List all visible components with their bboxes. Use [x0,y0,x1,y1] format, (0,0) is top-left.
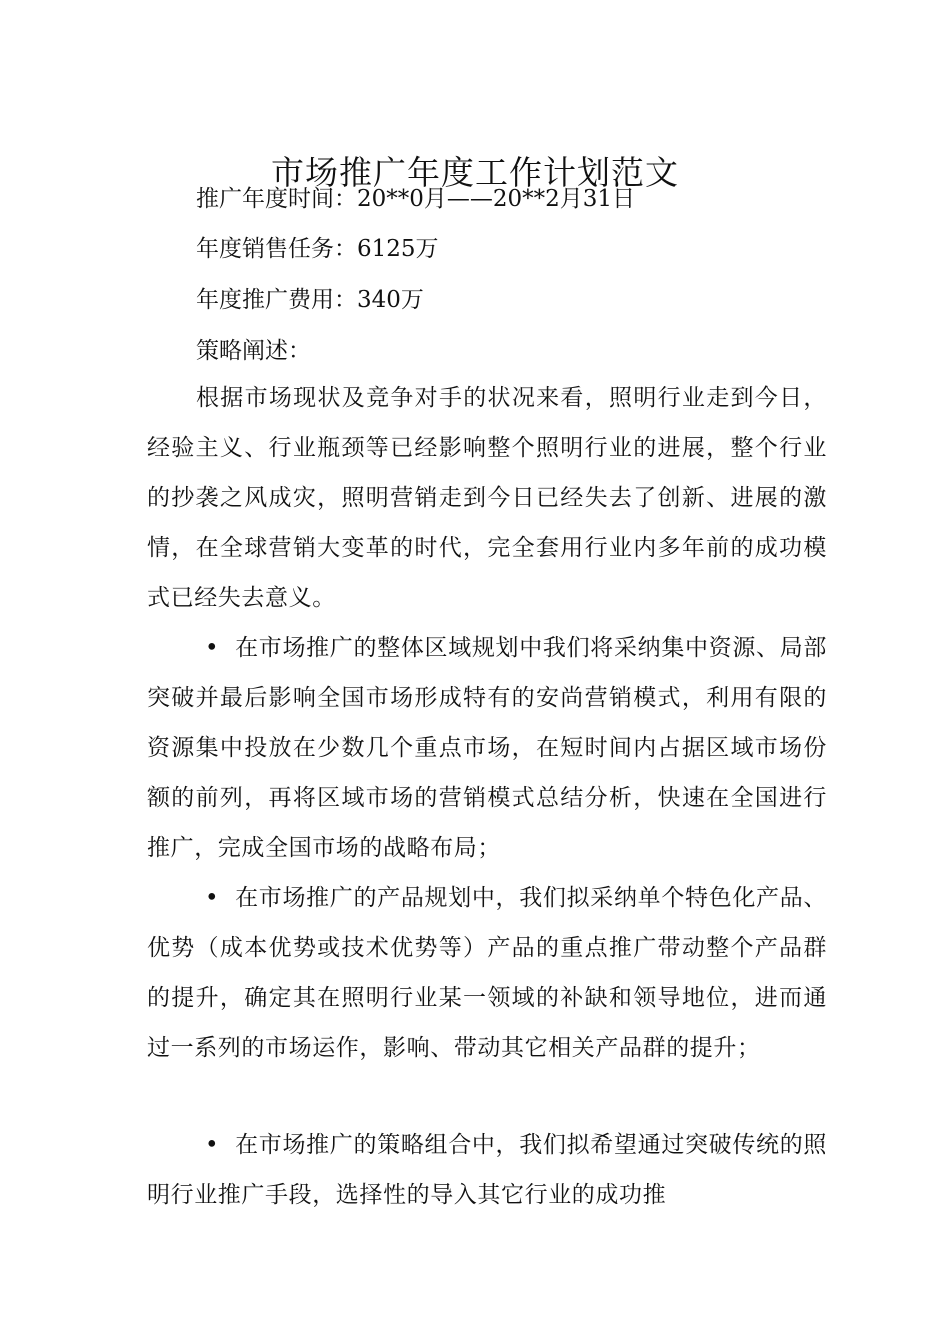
strategy-heading: 策略阐述： [196,338,311,364]
bullet-text: 在市场推广的整体区域规划中我们将采纳集中资源、局部突破并最后影响全国市场形成特有的安尚营销模式，利用有限的资源集中投放在少数几个重点市场，在短时间内占据区域市场份额的前列，再将区域市场的营销模式总结分析，快速在全国进行推广，完成全国市场的战略布局； [147,635,827,861]
bullet-text: 在市场推广的产品规划中，我们拟采纳单个特色化产品、优势（成本优势或技术优势等）产品的重点推广带动整个产品群的提升，确定其在照明行业某一领域的补缺和领导地位，进而通过一系列的市场运作，影响、带动其它相关产品群的提升； [147,885,827,1061]
bullet-symbol: • [205,885,220,911]
bullet-paragraph-3 [147,1120,827,1220]
bullet-icon [147,1120,235,1170]
bullet-symbol: • [205,635,220,661]
intro-paragraph: 根据市场现状及竞争对手的状况来看，照明行业走到今日，经验主义、行业瓶颈等已经影响整个照明行业的进展，整个行业的抄袭之风成灾，照明营销走到今日已经失去了创新、进展的激情，在全球营销大变革的时代，完全套用行业内多年前的成功模式已经失去意义。 [147,385,827,611]
sales-target: 年度销售任务：6125万 [196,236,439,262]
document-title: 市场推广年度工作计划范文 [271,153,679,193]
bullet-icon [147,623,235,673]
bullet-symbol: • [205,1132,220,1158]
bullet-text: 在市场推广的策略组合中，我们拟希望通过突破传统的照明行业推广手段，选择性的导入其它行业的成功推 [147,1132,827,1208]
promotion-period: 推广年度时间：20**0月——20**2月31日 [196,186,636,212]
bullet-paragraph-1 [147,623,827,873]
promotion-cost: 年度推广费用：340万 [196,287,424,313]
bullet-paragraph-2 [147,873,827,1073]
bullet-icon [147,873,235,923]
